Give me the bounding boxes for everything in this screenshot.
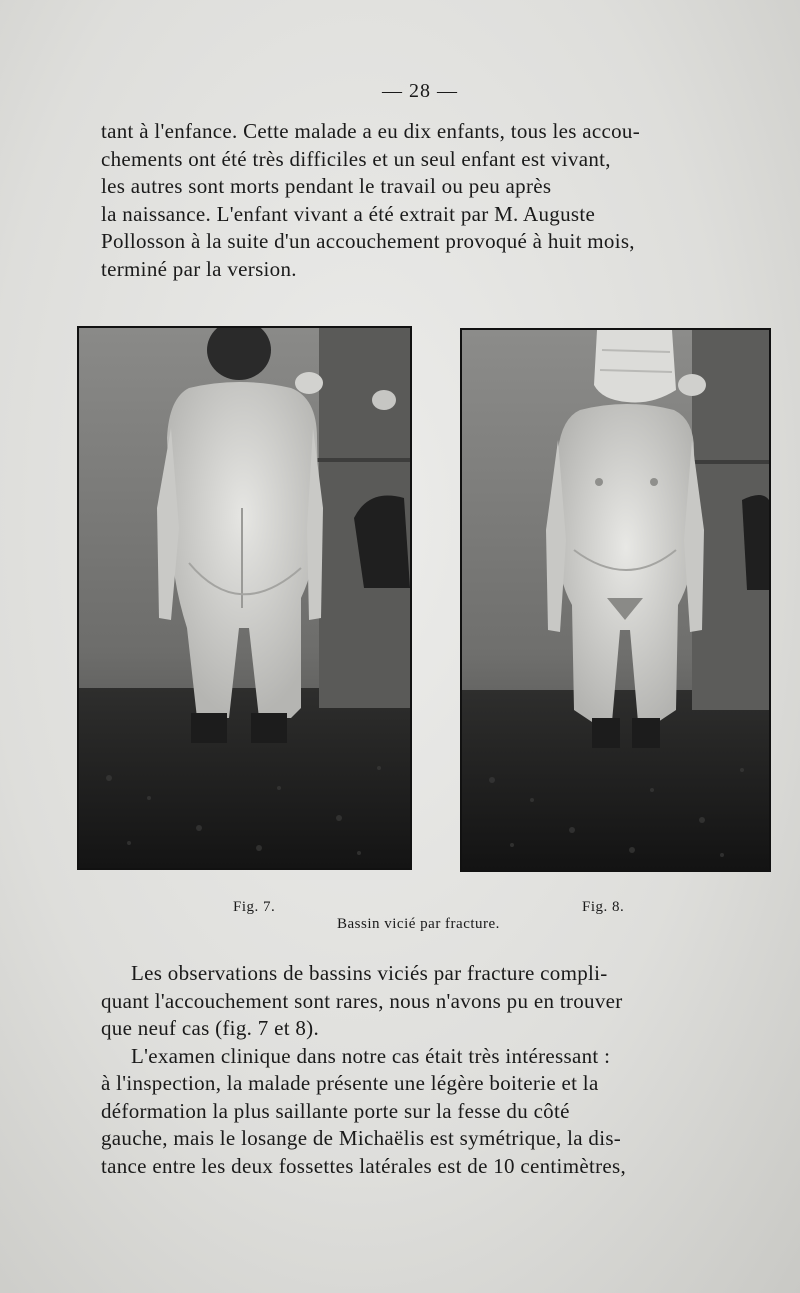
text-line: chements ont été très difficiles et un seul enfant est vivant,	[101, 146, 611, 171]
text-line: tance entre les deux fossettes latérales est de 10 centimètres,	[101, 1153, 627, 1178]
figure-8-image	[462, 330, 769, 870]
text-line: les autres sont morts pendant le travail ou peu après	[101, 174, 552, 198]
paragraph-bottom	[101, 960, 759, 1180]
text-line: tant à l'enfance. Cette malade a eu dix enfants, tous les accou-	[101, 119, 641, 143]
figure-7-image	[79, 328, 410, 868]
text-line: Pollosson à la suite d'un accouchement provoqué à huit mois,	[101, 229, 635, 253]
figure-caption: Bassin vicié par fracture.	[337, 916, 500, 932]
text-line: déformation la plus saillante porte sur la fesse du côté	[101, 1098, 570, 1123]
text-line: quant l'accouchement sont rares, nous n'avons pu en trouver	[101, 988, 623, 1013]
text-line: Les observations de bassins viciés par fracture compli-	[131, 961, 608, 985]
page-number: — 28 —	[382, 80, 458, 102]
figure-8-photograph	[460, 328, 771, 872]
text-line: à l'inspection, la malade présente une légère boiterie et la	[101, 1071, 599, 1095]
text-line: gauche, mais le losange de Michaëlis est symétrique, la dis-	[101, 1126, 622, 1150]
figure-7-photograph	[77, 326, 412, 870]
text-line: terminé par la version.	[101, 256, 297, 281]
text-line: la naissance. L'enfant vivant a été extrait par M. Auguste	[101, 201, 596, 226]
figure-8-label: Fig. 8.	[582, 899, 625, 915]
figure-7-label: Fig. 7.	[233, 899, 276, 915]
paragraph-top	[101, 118, 756, 283]
text-line: que neuf cas (fig. 7 et 8).	[101, 1016, 320, 1040]
text-line: L'examen clinique dans notre cas était très intéressant :	[131, 1043, 611, 1068]
